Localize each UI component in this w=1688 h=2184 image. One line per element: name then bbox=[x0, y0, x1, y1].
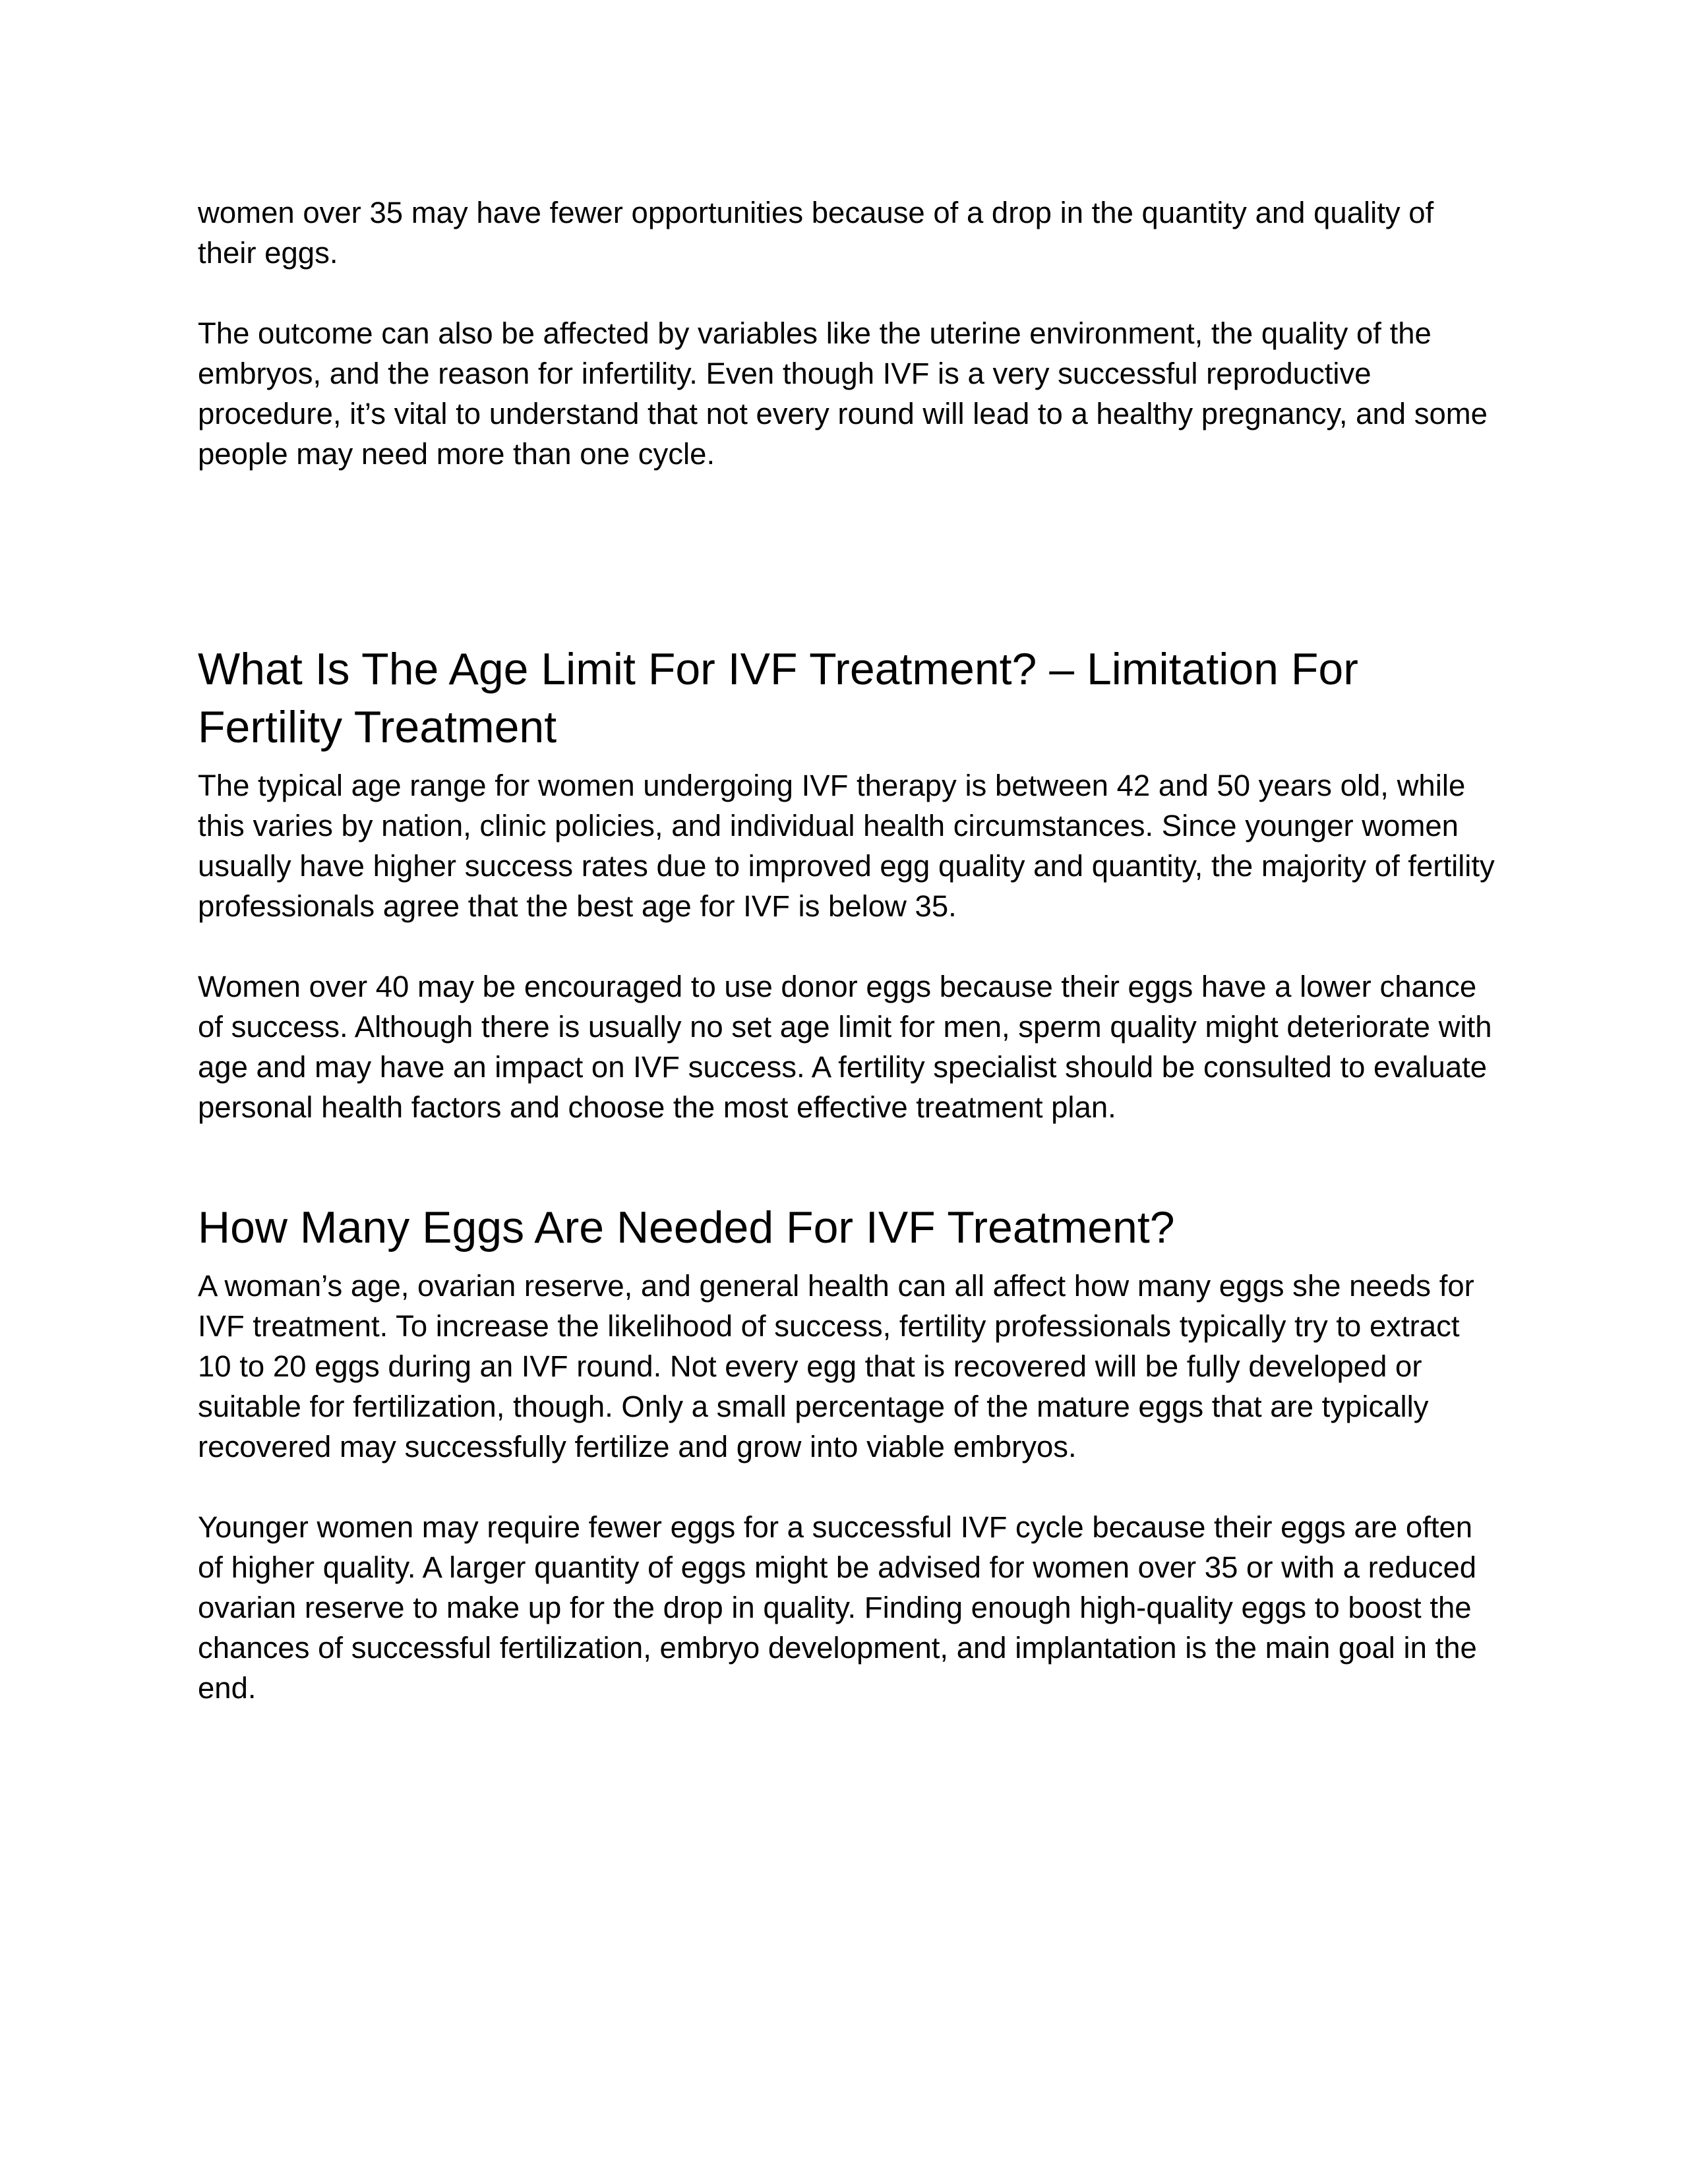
eggs-needed-paragraph-2: Younger women may require fewer eggs for a successful IVF cycle because their eggs are often of higher quality. A larger quantity of eggs might be advised for women over 35 or with a reduced ovarian reserve to make up for the drop in quality. Finding enough high-quality eggs to boost the chances of successful fertilization, embryo development, and implantation is the main goal in the end. bbox=[198, 1510, 1477, 1705]
eggs-needed-paragraph-1: A woman’s age, ovarian reserve, and general health can all affect how many eggs she needs for IVF treatment. To increase the likelihood of success, fertility professionals typically try to extract 10 to 20 eggs during an IVF round. Not every egg that is recovered will be fully developed or suitable for fertilization, though. Only a small percentage of the mature eggs that are typically recovered may successfully fertilize and grow into viable embryos. bbox=[198, 1269, 1474, 1463]
age-limit-paragraph-1: The typical age range for women undergoing IVF therapy is between 42 and 50 years old, while this varies by nation, clinic policies, and individual health circumstances. Since younger women usually have higher success rates due to improved egg quality and quantity, the majority of fertility professionals agree that the best age for IVF is below 35. bbox=[198, 769, 1495, 923]
intro-paragraph-2: The outcome can also be affected by variables like the uterine environment, the quality of the embryos, and the reason for infertility. Even though IVF is a very successful reproductive procedure, it’s vital to understand that not every round will lead to a healthy pregnancy, and some people may need more than one cycle. bbox=[198, 316, 1488, 471]
section-heading-eggs-needed: How Many Eggs Are Needed For IVF Treatment? bbox=[198, 1202, 1175, 1253]
intro-paragraph-1: women over 35 may have fewer opportunities because of a drop in the quantity and quality of their eggs. bbox=[198, 196, 1434, 270]
section-heading-age-limit: What Is The Age Limit For IVF Treatment? – Limitation For Fertility Treatment bbox=[198, 644, 1358, 752]
document-body bbox=[198, 192, 1497, 1708]
age-limit-paragraph-2: Women over 40 may be encouraged to use donor eggs because their eggs have a lower chance of success. Although there is usually no set age limit for men, sperm quality might deteriorate with age and may have an impact on IVF success. A fertility specialist should be consulted to evaluate personal health factors and choose the most effective treatment plan. bbox=[198, 970, 1492, 1124]
